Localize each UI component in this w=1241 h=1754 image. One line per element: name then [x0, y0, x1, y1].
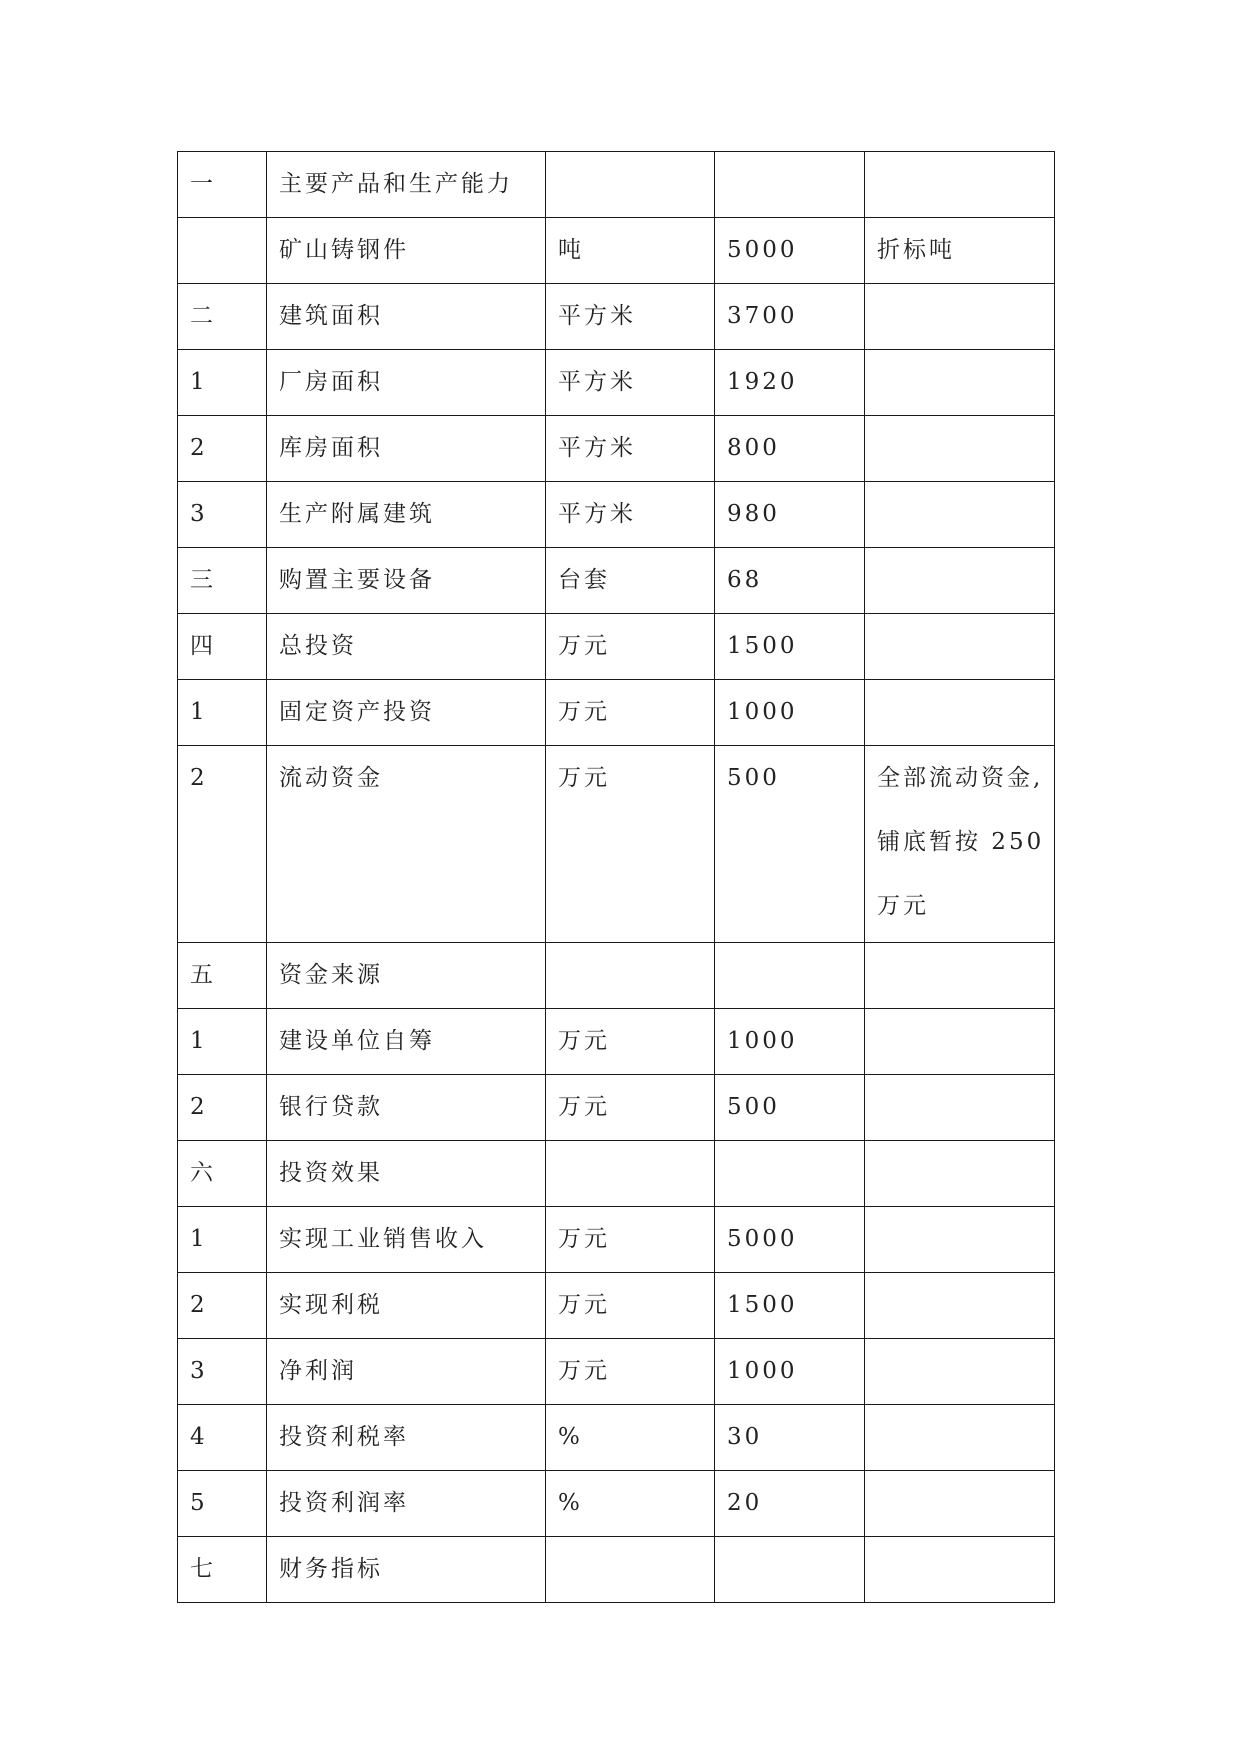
table-row — [178, 1273, 1055, 1339]
unit-cell: % — [546, 1405, 715, 1471]
index-cell: 1 — [178, 1207, 267, 1273]
item-cell: 主要产品和生产能力 — [267, 152, 546, 218]
unit-cell: 万元 — [546, 1273, 715, 1339]
unit-cell: 万元 — [546, 1075, 715, 1141]
note-cell — [865, 680, 1055, 746]
item-cell: 投资效果 — [267, 1141, 546, 1207]
value-cell: 1500 — [715, 614, 865, 680]
unit-cell — [546, 1537, 715, 1603]
note-cell — [865, 1405, 1055, 1471]
value-cell — [715, 152, 865, 218]
index-cell: 2 — [178, 746, 267, 943]
unit-cell: 台套 — [546, 548, 715, 614]
table-row — [178, 218, 1055, 284]
item-cell: 厂房面积 — [267, 350, 546, 416]
item-cell: 资金来源 — [267, 943, 546, 1009]
table-row — [178, 1339, 1055, 1405]
table-row — [178, 1207, 1055, 1273]
unit-cell: 平方米 — [546, 284, 715, 350]
table-row — [178, 284, 1055, 350]
index-cell: 一 — [178, 152, 267, 218]
index-cell: 2 — [178, 1075, 267, 1141]
note-cell — [865, 1273, 1055, 1339]
item-cell: 流动资金 — [267, 746, 546, 943]
note-cell: 全部流动资金, 铺底暂按 250 万元 — [865, 746, 1055, 943]
note-cell — [865, 1207, 1055, 1273]
index-cell: 1 — [178, 680, 267, 746]
value-cell — [715, 1141, 865, 1207]
table-row — [178, 548, 1055, 614]
note-cell — [865, 1339, 1055, 1405]
value-cell: 500 — [715, 746, 865, 943]
item-cell: 总投资 — [267, 614, 546, 680]
value-cell: 1500 — [715, 1273, 865, 1339]
note-cell: 折标吨 — [865, 218, 1055, 284]
unit-cell: 万元 — [546, 680, 715, 746]
index-cell — [178, 218, 267, 284]
unit-cell — [546, 152, 715, 218]
item-cell: 购置主要设备 — [267, 548, 546, 614]
note-cell — [865, 1537, 1055, 1603]
unit-cell: 平方米 — [546, 482, 715, 548]
project-indicator-table — [177, 151, 1055, 1603]
unit-cell: % — [546, 1471, 715, 1537]
item-cell: 实现利税 — [267, 1273, 546, 1339]
table-row — [178, 1075, 1055, 1141]
table-row — [178, 1537, 1055, 1603]
table-row — [178, 152, 1055, 218]
note-cell — [865, 416, 1055, 482]
table-row — [178, 1009, 1055, 1075]
index-cell: 七 — [178, 1537, 267, 1603]
table-row — [178, 1471, 1055, 1537]
item-cell: 财务指标 — [267, 1537, 546, 1603]
unit-cell — [546, 1141, 715, 1207]
index-cell: 5 — [178, 1471, 267, 1537]
index-cell: 4 — [178, 1405, 267, 1471]
value-cell: 980 — [715, 482, 865, 548]
item-cell: 建筑面积 — [267, 284, 546, 350]
value-cell: 800 — [715, 416, 865, 482]
unit-cell — [546, 943, 715, 1009]
item-cell: 建设单位自筹 — [267, 1009, 546, 1075]
value-cell: 1000 — [715, 680, 865, 746]
table-row — [178, 1141, 1055, 1207]
note-cell — [865, 350, 1055, 416]
note-cell — [865, 284, 1055, 350]
note-cell — [865, 1075, 1055, 1141]
item-cell: 生产附属建筑 — [267, 482, 546, 548]
note-cell — [865, 1471, 1055, 1537]
table-row — [178, 350, 1055, 416]
note-cell — [865, 1141, 1055, 1207]
value-cell: 500 — [715, 1075, 865, 1141]
unit-cell: 万元 — [546, 614, 715, 680]
index-cell: 三 — [178, 548, 267, 614]
value-cell: 5000 — [715, 1207, 865, 1273]
item-cell: 实现工业销售收入 — [267, 1207, 546, 1273]
unit-cell: 吨 — [546, 218, 715, 284]
value-cell: 68 — [715, 548, 865, 614]
item-cell: 银行贷款 — [267, 1075, 546, 1141]
note-cell — [865, 482, 1055, 548]
item-cell: 投资利税率 — [267, 1405, 546, 1471]
table-row — [178, 1405, 1055, 1471]
table-row — [178, 680, 1055, 746]
index-cell: 二 — [178, 284, 267, 350]
index-cell: 3 — [178, 482, 267, 548]
index-cell: 1 — [178, 1009, 267, 1075]
value-cell — [715, 943, 865, 1009]
item-cell: 矿山铸钢件 — [267, 218, 546, 284]
value-cell: 30 — [715, 1405, 865, 1471]
unit-cell: 万元 — [546, 1339, 715, 1405]
unit-cell: 万元 — [546, 746, 715, 943]
table-row — [178, 614, 1055, 680]
note-cell — [865, 614, 1055, 680]
value-cell: 1000 — [715, 1009, 865, 1075]
index-cell: 2 — [178, 416, 267, 482]
unit-cell: 平方米 — [546, 350, 715, 416]
table-row — [178, 416, 1055, 482]
index-cell: 3 — [178, 1339, 267, 1405]
value-cell: 1920 — [715, 350, 865, 416]
value-cell: 20 — [715, 1471, 865, 1537]
value-cell: 5000 — [715, 218, 865, 284]
note-cell — [865, 548, 1055, 614]
table-row — [178, 746, 1055, 943]
table-body — [178, 152, 1055, 1603]
value-cell: 3700 — [715, 284, 865, 350]
value-cell — [715, 1537, 865, 1603]
unit-cell: 万元 — [546, 1009, 715, 1075]
index-cell: 六 — [178, 1141, 267, 1207]
item-cell: 净利润 — [267, 1339, 546, 1405]
index-cell: 五 — [178, 943, 267, 1009]
index-cell: 2 — [178, 1273, 267, 1339]
item-cell: 投资利润率 — [267, 1471, 546, 1537]
note-cell — [865, 943, 1055, 1009]
note-cell — [865, 1009, 1055, 1075]
unit-cell: 万元 — [546, 1207, 715, 1273]
item-cell: 固定资产投资 — [267, 680, 546, 746]
table-row — [178, 482, 1055, 548]
index-cell: 四 — [178, 614, 267, 680]
note-cell — [865, 152, 1055, 218]
table-row — [178, 943, 1055, 1009]
index-cell: 1 — [178, 350, 267, 416]
unit-cell: 平方米 — [546, 416, 715, 482]
item-cell: 库房面积 — [267, 416, 546, 482]
value-cell: 1000 — [715, 1339, 865, 1405]
